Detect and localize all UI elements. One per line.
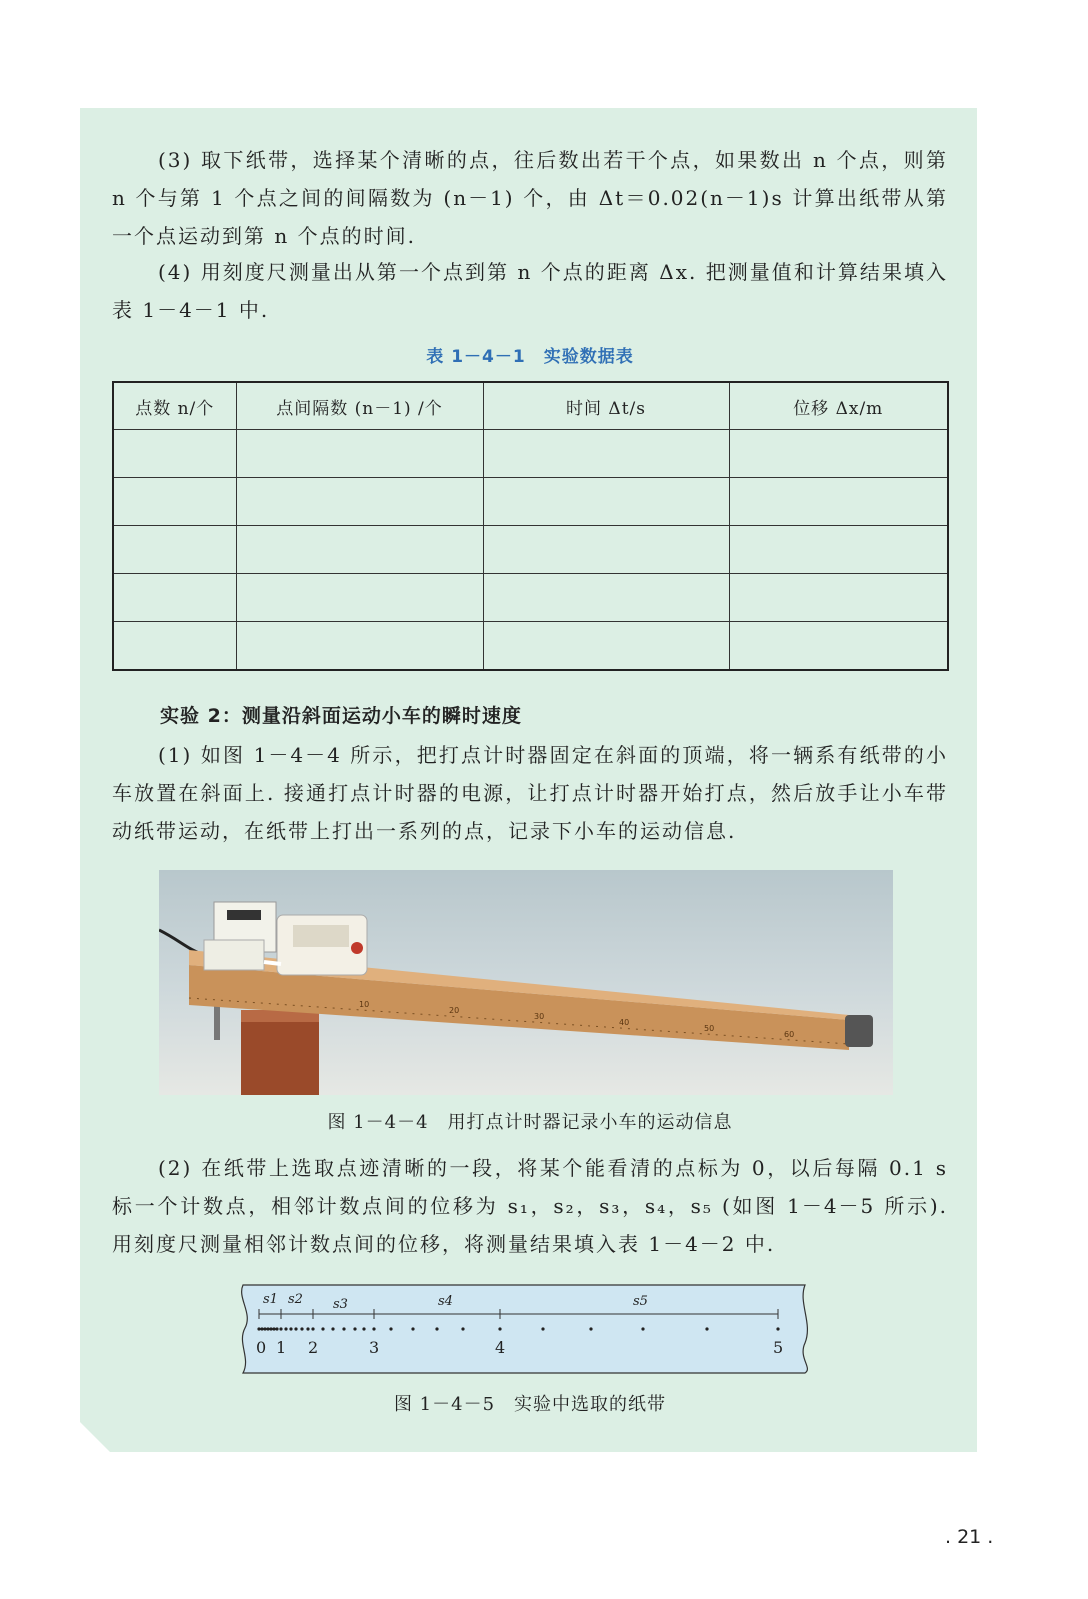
ruler-mark: 30 [534, 1012, 545, 1021]
point-label: 3 [369, 1338, 380, 1357]
table-cell [113, 430, 236, 478]
header-displacement: 位移 Δx/m [729, 382, 948, 430]
point-label: 2 [308, 1338, 319, 1357]
paragraph-step3: (3) 取下纸带，选择某个清晰的点，往后数出若干个点，如果数出 n 个点，则第 n 个与第 1 个点之间的间隔数为 (n－1) 个，由 Δt＝0.02(n－1)s 计算出纸带从第一个点运动到第 n 个点的时间. [112, 148, 948, 248]
point-label: 1 [276, 1338, 287, 1357]
table-cell [236, 574, 483, 622]
table-row [113, 478, 948, 526]
header-time: 时间 Δt/s [483, 382, 729, 430]
ruler-mark: 10 [359, 1000, 370, 1009]
table-cell [236, 478, 483, 526]
ruler-mark: 40 [619, 1018, 630, 1027]
table-cell [729, 526, 948, 574]
table-cell [236, 622, 483, 671]
page-number: . 21 . [945, 1526, 994, 1548]
ruler-mark: 60 [784, 1030, 795, 1039]
table-row [113, 526, 948, 574]
ticker-timer-illustration [159, 870, 893, 1095]
table-cell [483, 526, 729, 574]
experiment-2-heading: 实验 2：测量沿斜面运动小车的瞬时速度 [160, 705, 522, 727]
table-cell [729, 430, 948, 478]
table-cell [236, 526, 483, 574]
table-caption: 表 1－4－1 实验数据表 [426, 347, 634, 367]
table-cell [483, 574, 729, 622]
end-stop [845, 1015, 873, 1047]
figure-4-caption: 图 1－4－4 用打点计时器记录小车的运动信息 [327, 1112, 733, 1133]
table-cell [729, 478, 948, 526]
segment-label: s4 [438, 1294, 453, 1309]
paragraph-exp2-step1: (1) 如图 1－4－4 所示，把打点计时器固定在斜面的顶端，将一辆系有纸带的小车放置在斜面上. 接通打点计时器的电源，让打点计时器开始打点，然后放手让小车带动纸带运动，在纸带上打出一系列的点，记录下小车的运动信息. [112, 743, 948, 843]
point-label: 0 [256, 1338, 267, 1357]
figure-5-caption: 图 1－4－5 实验中选取的纸带 [393, 1394, 667, 1415]
ruler-mark: 50 [704, 1024, 715, 1033]
segment-label: s5 [633, 1294, 648, 1309]
table-row [113, 574, 948, 622]
table-cell [113, 526, 236, 574]
table-cell [729, 574, 948, 622]
paragraph-step4: (4) 用刻度尺测量出从第一个点到第 n 个点的距离 Δx. 把测量值和计算结果填入表 1－4－1 中. [112, 260, 948, 322]
segment-label: s3 [333, 1297, 348, 1312]
paper-tape [264, 962, 281, 964]
paper-tape-figure [233, 1283, 810, 1375]
point-label: 5 [773, 1338, 784, 1357]
table-cell [113, 574, 236, 622]
table-row [113, 622, 948, 671]
ticker-timer-photo [159, 870, 893, 1095]
table-row [113, 430, 948, 478]
segment-label: s1 [263, 1292, 278, 1307]
table-cell [483, 478, 729, 526]
table-cell [113, 622, 236, 671]
header-interval-count: 点间隔数 (n－1) /个 [236, 382, 483, 430]
table-cell [113, 478, 236, 526]
table-cell [483, 622, 729, 671]
table-cell [483, 430, 729, 478]
paper-tape-diagram [233, 1283, 810, 1375]
tape-shape [242, 1285, 808, 1373]
header-point-count: 点数 n/个 [113, 382, 236, 430]
table-header-row [113, 382, 948, 430]
table-cell [729, 622, 948, 671]
experiment-data-table [112, 381, 949, 671]
paragraph-exp2-step2: (2) 在纸带上选取点迹清晰的一段，将某个能看清的点标为 0，以后每隔 0.1 s 标一个计数点，相邻计数点间的位移为 s₁，s₂，s₃，s₄，s₅ (如图 1－4－5 所示). 用刻度尺测量相邻计数点间的位移，将测量结果填入表 1－4－2 中. [112, 1156, 948, 1256]
cart-knob [351, 942, 363, 954]
segment-label: s2 [288, 1292, 303, 1307]
point-label: 4 [495, 1338, 506, 1357]
wooden-block [241, 1010, 319, 1095]
table-cell [236, 430, 483, 478]
ruler-mark: 20 [449, 1006, 460, 1015]
